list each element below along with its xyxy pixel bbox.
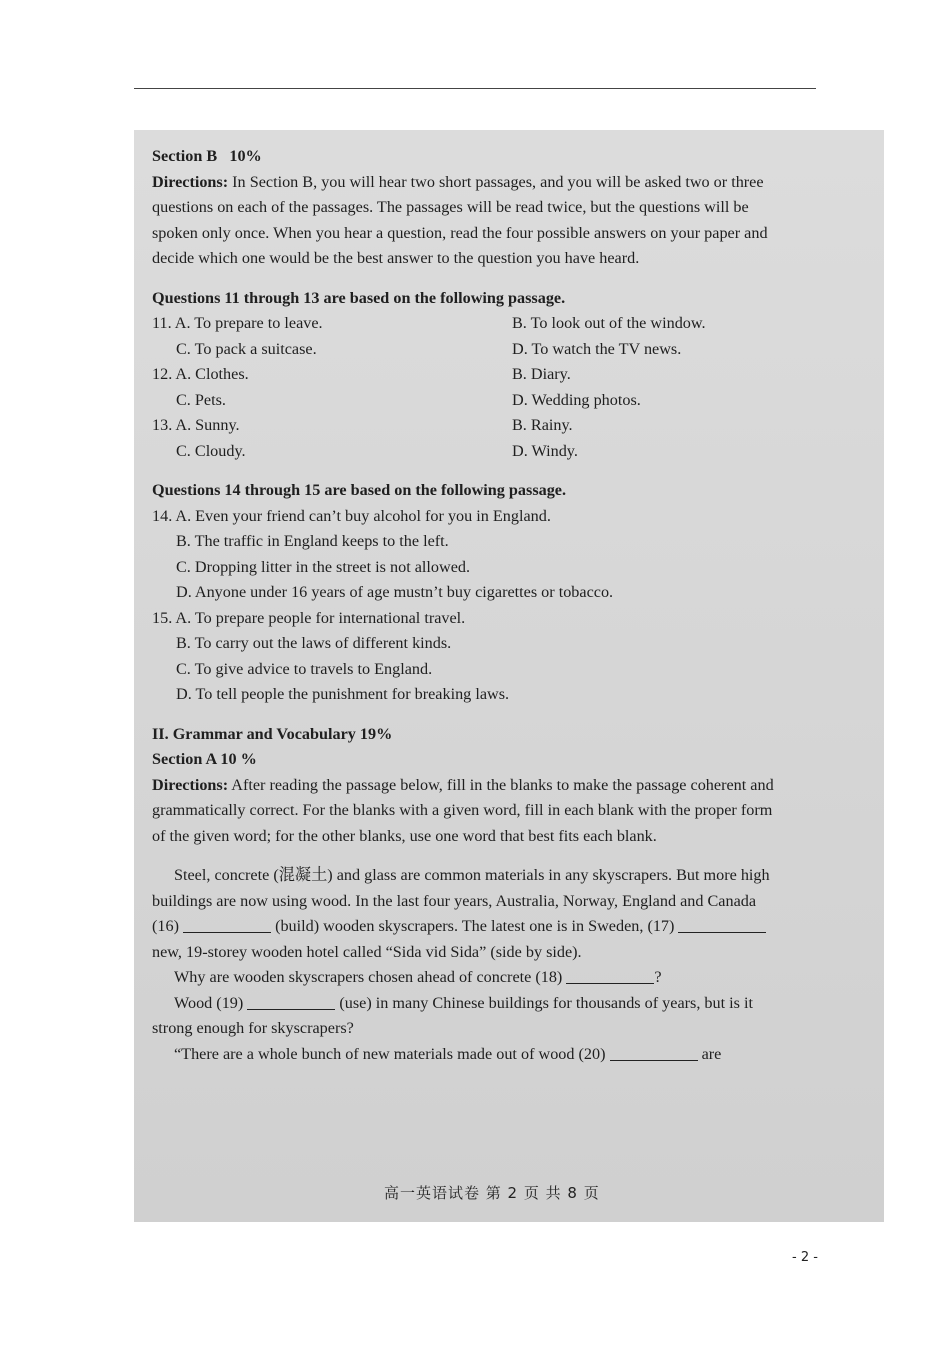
option-11-a: 11. A. To prepare to leave. xyxy=(152,314,323,332)
option-11-d: D. To watch the TV news. xyxy=(512,339,682,358)
question-12-row-1 xyxy=(152,362,864,388)
option-13-b: B. Rainy. xyxy=(512,416,573,434)
option-12-c: C. Pets. xyxy=(176,390,226,409)
option-14-c: C. Dropping litter in the street is not allowed. xyxy=(176,557,471,576)
header-rule xyxy=(134,88,816,89)
exam-content xyxy=(152,144,864,1067)
passage-line-4: new, 19-storey wooden hotel called “Sida vid Sida” (side by side). xyxy=(152,942,582,961)
exam-page-photo xyxy=(134,130,884,1222)
directions-text: In Section B, you will hear two short passages, and you will be asked two or three xyxy=(228,172,764,191)
option-11-c: C. To pack a suitcase. xyxy=(176,339,317,358)
passage-line-1: Steel, concrete (混凝土) and glass are common materials in any skyscrapers. But more high xyxy=(174,866,770,884)
passage-line-7: strong enough for skyscrapers? xyxy=(152,1019,354,1037)
passage-line-6: Wood (19) (use) in many Chinese buildings for thousands of years, but is it xyxy=(174,993,754,1012)
option-14-b: B. The traffic in England keeps to the left. xyxy=(176,532,449,550)
passage-line-5: Why are wooden skyscrapers chosen ahead of concrete (18) ? xyxy=(174,968,662,986)
option-15-c: C. To give advice to travels to England. xyxy=(176,659,433,678)
page-number: - 2 - xyxy=(792,1250,818,1265)
blank-17 xyxy=(678,916,766,933)
section-b-directions-line-3: spoken only once. When you hear a question, read the four possible answers on your paper and xyxy=(152,223,768,242)
option-12-b: B. Diary. xyxy=(512,365,571,383)
question-11-row-1 xyxy=(152,311,864,337)
part2-heading: II. Grammar and Vocabulary 19% xyxy=(152,724,393,743)
exam-footer: 高一英语试卷 第 2 页 共 8 页 xyxy=(384,1184,600,1202)
directions-label: Directions: xyxy=(152,775,229,794)
option-11-b: B. To look out of the window. xyxy=(512,314,706,332)
question-13-row-2 xyxy=(152,439,864,465)
section-b-directions-line-2: questions on each of the passages. The passages will be read twice, but the questions will be xyxy=(152,198,749,216)
question-11-row-2 xyxy=(152,337,864,363)
part2-directions-line-3: of the given word; for the other blanks, use one word that best fits each blank. xyxy=(152,826,657,845)
part2-directions-line-1 xyxy=(152,773,864,799)
blank-20 xyxy=(610,1044,698,1061)
blank-19 xyxy=(247,993,335,1010)
option-14-a: 14. A. Even your friend can’t buy alcohol for you in England. xyxy=(152,506,551,525)
section-b-directions-line-4: decide which one would be the best answer to the question you have heard. xyxy=(152,249,640,267)
section-b-title: Section B xyxy=(152,147,218,165)
blank-16-number: (16) xyxy=(152,917,179,935)
directions-label: Directions: xyxy=(152,172,229,191)
blank-16 xyxy=(183,916,271,933)
section-b-directions-line-1 xyxy=(152,170,864,196)
group1-heading: Questions 11 through 13 are based on the following passage. xyxy=(152,288,566,307)
passage-line-3: (16) (build) wooden skyscrapers. The latest one is in Sweden, (17) xyxy=(152,914,864,940)
passage-line-2: buildings are now using wood. In the last four years, Australia, Norway, England and Canada xyxy=(152,891,757,910)
option-15-a: 15. A. To prepare people for international travel. xyxy=(152,608,466,627)
part2-directions-line-2: grammatically correct. For the blanks with a given word, fill in each blank with the proper form xyxy=(152,801,773,819)
question-13-row-1 xyxy=(152,413,864,439)
passage-line-8: “There are a whole bunch of new materials made out of wood (20) are xyxy=(174,1044,722,1063)
option-14-d: D. Anyone under 16 years of age mustn’t buy cigarettes or tobacco. xyxy=(176,583,614,601)
option-13-c: C. Cloudy. xyxy=(176,441,246,460)
section-b-heading xyxy=(152,144,864,170)
option-13-a: 13. A. Sunny. xyxy=(152,416,240,434)
blank-18 xyxy=(566,967,654,984)
question-12-row-2 xyxy=(152,388,864,414)
section-b-percent: 10% xyxy=(229,147,262,165)
option-12-a: 12. A. Clothes. xyxy=(152,365,249,383)
section-a-heading: Section A 10 % xyxy=(152,750,257,768)
group2-heading: Questions 14 through 15 are based on the following passage. xyxy=(152,481,567,499)
option-15-b: B. To carry out the laws of different kinds. xyxy=(176,634,452,652)
directions-text: After reading the passage below, fill in the blanks to make the passage coherent and xyxy=(228,775,774,794)
option-12-d: D. Wedding photos. xyxy=(512,390,641,409)
option-15-d: D. To tell people the punishment for breaking laws. xyxy=(176,685,510,703)
option-13-d: D. Windy. xyxy=(512,441,578,460)
